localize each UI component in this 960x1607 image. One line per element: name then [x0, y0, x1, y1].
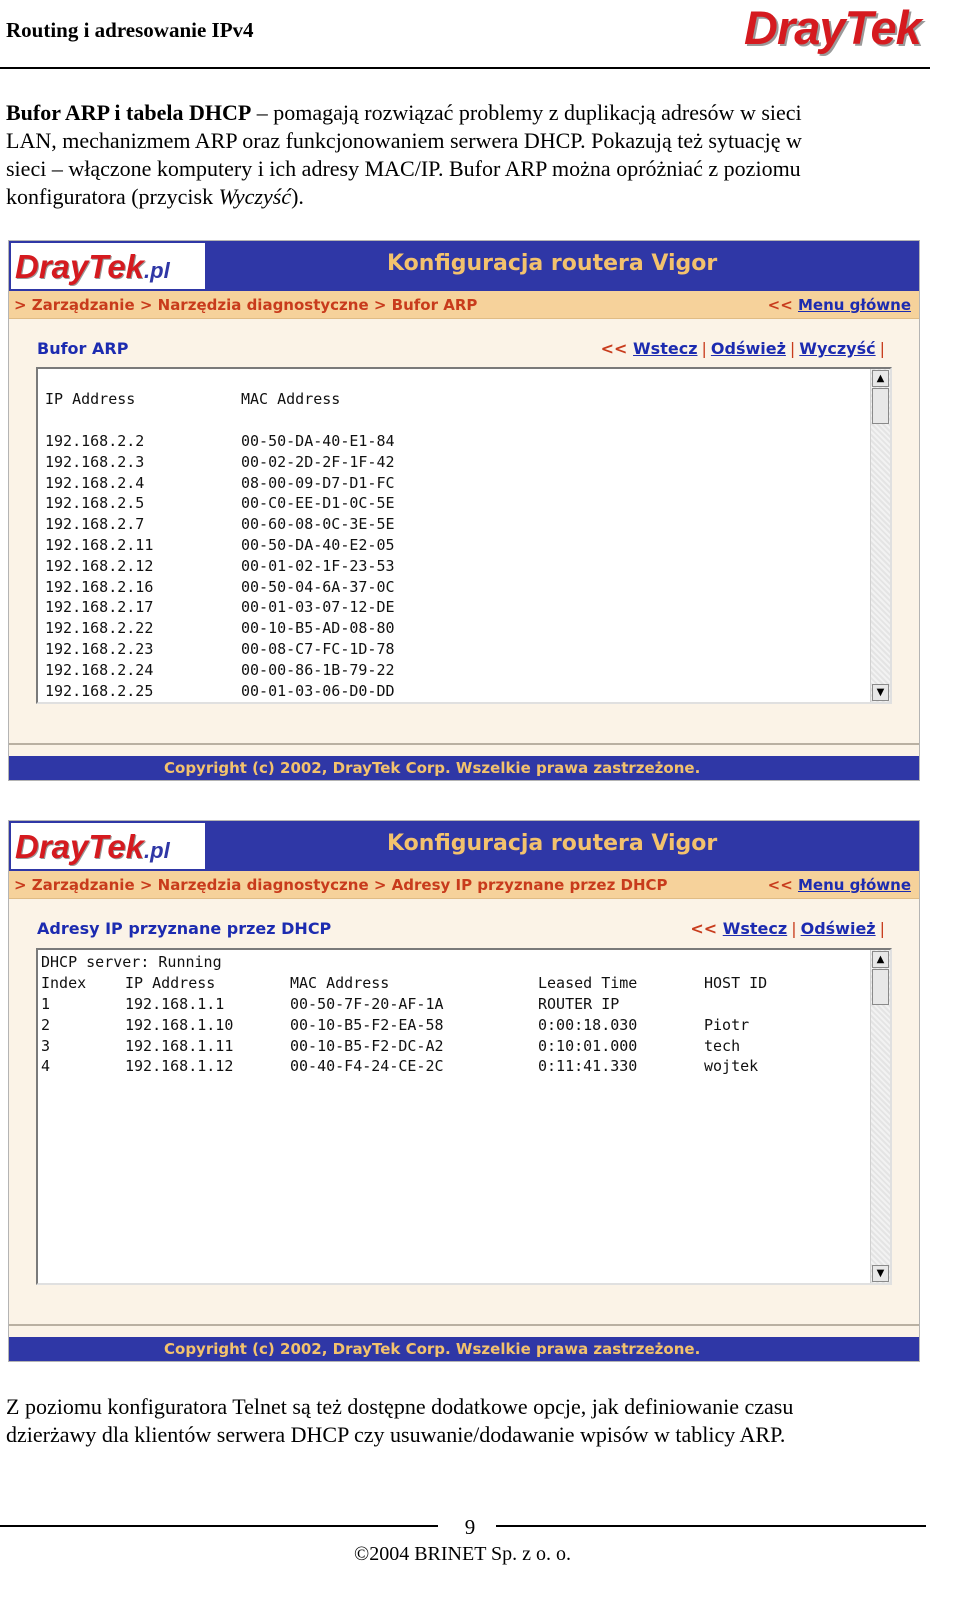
screen-logo: DrayTek.pl — [9, 241, 207, 291]
vertical-scrollbar[interactable] — [870, 950, 890, 1283]
back-link[interactable]: Wstecz — [633, 339, 698, 358]
column-header-ip: IP Address — [125, 974, 216, 992]
intro-line-3: sieci – włączone komputery i ich adresy MAC/IP. Bufor ARP można opróżniać z poziomu — [6, 156, 801, 181]
intro-lead-bold: Bufor ARP i tabela DHCP — [6, 100, 252, 125]
outro-line-1: Z poziomu konfiguratora Telnet są też dostępne dodatkowe opcje, jak definiowanie czasu — [6, 1394, 794, 1419]
arp-row-ip: 192.168.2.11 — [45, 536, 154, 554]
intro-line-2: LAN, mechanizmem ARP oraz funkcjonowaniem serwera DHCP. Pokazują też sytuację w — [6, 128, 802, 153]
column-header-mac: MAC Address — [241, 390, 341, 408]
arp-row-mac: 00-01-03-06-D0-DD — [241, 681, 395, 700]
screen-topbar — [9, 821, 919, 871]
arp-row-mac: 00-60-08-0C-3E-5E — [241, 515, 395, 534]
arp-row-mac: 00-50-DA-40-E2-05 — [241, 536, 395, 554]
screen-logo: DrayTek.pl — [9, 821, 207, 871]
intro-line-4: konfiguratora (przycisk Wyczyść). — [6, 184, 304, 209]
arp-row-mac: 08-00-09-D7-D1-FC — [241, 473, 395, 492]
dhcp-row-leased: 0:10:01.000 — [538, 1036, 638, 1055]
dhcp-table-screenshot — [8, 820, 920, 1362]
scroll-thumb[interactable] — [872, 388, 889, 424]
main-menu-link[interactable]: << Menu główne — [767, 876, 911, 894]
dhcp-row-leased: ROUTER IP — [538, 995, 620, 1013]
arp-row-mac: 00-50-DA-40-E1-84 — [241, 432, 395, 450]
dhcp-row-ip: 192.168.1.10 — [125, 1015, 234, 1034]
dhcp-row-ip: 192.168.1.12 — [125, 1057, 234, 1076]
arp-row-mac: 00-C0-EE-D1-0C-5E — [241, 494, 395, 513]
arp-row-mac: 00-00-86-1B-79-22 — [241, 660, 395, 679]
column-header-mac: MAC Address — [290, 974, 390, 992]
footer-line-right — [496, 1525, 926, 1527]
footer-line-left — [0, 1525, 438, 1527]
draytek-logo: DrayTek — [744, 1, 921, 54]
breadcrumb-bar — [9, 871, 919, 899]
outro-line-2: dzierżawy dla klientów serwera DHCP czy usuwanie/dodawanie wpisów w tablicy ARP. — [6, 1422, 786, 1447]
footer-divider — [9, 1324, 919, 1326]
arp-row-ip: 192.168.2.12 — [45, 556, 154, 575]
section-title: Adresy IP przyznane przez DHCP — [37, 919, 332, 938]
arp-row-ip: 192.168.2.25 — [45, 681, 154, 700]
dhcp-row-index: 4 — [41, 1057, 51, 1076]
page-copyright: ©2004 BRINET Sp. z o. o. — [354, 1543, 572, 1565]
refresh-link[interactable]: Odśwież — [800, 919, 876, 938]
intro-paragraph — [6, 99, 936, 211]
scroll-down-icon[interactable]: ▼ — [872, 684, 889, 701]
dhcp-row-mac: 00-50-7F-20-AF-1A — [290, 995, 444, 1013]
arp-row-ip: 192.168.2.3 — [45, 452, 145, 471]
intro-line-1: Bufor ARP i tabela DHCP – pomagają rozwiązać problemy z duplikacją adresów w sieci — [6, 100, 802, 125]
scroll-down-icon[interactable]: ▼ — [872, 1265, 889, 1282]
clear-link[interactable]: Wyczyść — [799, 339, 876, 358]
outro-paragraph — [6, 1393, 936, 1449]
section-title: Bufor ARP — [37, 339, 129, 358]
arp-row-ip: 192.168.2.23 — [45, 640, 154, 658]
dhcp-row-host: Piotr — [704, 1015, 750, 1034]
arp-row-ip: 192.168.2.5 — [45, 494, 145, 513]
screen-footer — [9, 756, 919, 780]
screen-topbar — [9, 241, 919, 291]
breadcrumb-bar — [9, 291, 919, 319]
dhcp-row-index: 2 — [41, 1015, 51, 1034]
arp-row-ip: 192.168.2.2 — [45, 432, 145, 450]
arp-row-mac: 00-01-02-1F-23-53 — [241, 556, 395, 575]
arp-row-ip: 192.168.2.7 — [45, 515, 145, 534]
screen-copyright: Copyright (c) 2002, DrayTek Corp. Wszelkie prawa zastrzeżone. — [164, 759, 701, 777]
arp-table-box[interactable] — [36, 367, 892, 704]
arp-row-ip: 192.168.2.16 — [45, 577, 154, 596]
breadcrumb: > Zarządzanie > Narzędzia diagnostyczne > Bufor ARP — [14, 296, 478, 314]
vertical-scrollbar[interactable] — [870, 369, 890, 702]
screen-footer — [9, 1337, 919, 1361]
dhcp-row-ip: 192.168.1.1 — [125, 995, 225, 1013]
dhcp-row-index: 3 — [41, 1036, 51, 1055]
arp-row-ip: 192.168.2.4 — [45, 473, 145, 492]
arp-buffer-screenshot — [8, 240, 920, 781]
document-title: Routing i adresowanie IPv4 — [6, 18, 254, 42]
screen-copyright: Copyright (c) 2002, DrayTek Corp. Wszelkie prawa zastrzeżone. — [164, 1340, 701, 1358]
arp-row-mac: 00-50-04-6A-37-0C — [241, 577, 395, 596]
main-menu-link[interactable]: << Menu główne — [767, 296, 911, 314]
column-header-host: HOST ID — [704, 974, 768, 992]
dhcp-row-host: wojtek — [704, 1057, 759, 1076]
footer-divider — [9, 743, 919, 745]
intro-italic-clear: Wyczyść — [218, 184, 292, 209]
dhcp-table-box[interactable] — [36, 948, 892, 1285]
scroll-up-icon[interactable]: ▲ — [872, 370, 889, 387]
dhcp-row-mac: 00-40-F4-24-CE-2C — [290, 1057, 444, 1076]
action-links: << Wstecz | Odśwież | Wyczyść | — [600, 339, 885, 358]
column-header-leased: Leased Time — [538, 974, 638, 992]
dhcp-server-status: DHCP server: Running — [41, 953, 222, 971]
scroll-up-icon[interactable]: ▲ — [872, 951, 889, 968]
arp-row-ip: 192.168.2.24 — [45, 660, 154, 679]
breadcrumb: > Zarządzanie > Narzędzia diagnostyczne > Adresy IP przyznane przez DHCP — [14, 876, 668, 894]
dhcp-row-leased: 0:11:41.330 — [538, 1057, 638, 1076]
action-links: << Wstecz | Odśwież | — [690, 919, 885, 938]
arp-row-ip: 192.168.2.17 — [45, 598, 154, 617]
dhcp-row-mac: 00-10-B5-F2-DC-A2 — [290, 1036, 444, 1055]
refresh-link[interactable]: Odśwież — [710, 339, 786, 358]
column-header-index: Index — [41, 974, 87, 992]
column-header-ip: IP Address — [45, 390, 136, 408]
page-number: 9 — [464, 1515, 476, 1539]
dhcp-row-leased: 0:00:18.030 — [538, 1015, 638, 1034]
arp-row-mac: 00-02-2D-2F-1F-42 — [241, 452, 395, 471]
screen-title: Konfiguracja routera Vigor — [387, 251, 718, 276]
arp-row-ip: 192.168.2.22 — [45, 619, 154, 638]
document-header — [0, 0, 960, 72]
arp-row-mac: 00-10-B5-AD-08-80 — [241, 619, 395, 638]
dhcp-row-host: tech — [704, 1036, 741, 1055]
back-link[interactable]: Wstecz — [722, 919, 788, 938]
scroll-thumb[interactable] — [872, 969, 889, 1005]
dhcp-row-index: 1 — [41, 995, 51, 1013]
header-divider — [0, 67, 930, 69]
screen-title: Konfiguracja routera Vigor — [387, 831, 718, 856]
dhcp-row-mac: 00-10-B5-F2-EA-58 — [290, 1015, 444, 1034]
arp-row-mac: 00-08-C7-FC-1D-78 — [241, 640, 395, 658]
dhcp-row-ip: 192.168.1.11 — [125, 1036, 234, 1055]
arp-row-mac: 00-01-03-07-12-DE — [241, 598, 395, 617]
